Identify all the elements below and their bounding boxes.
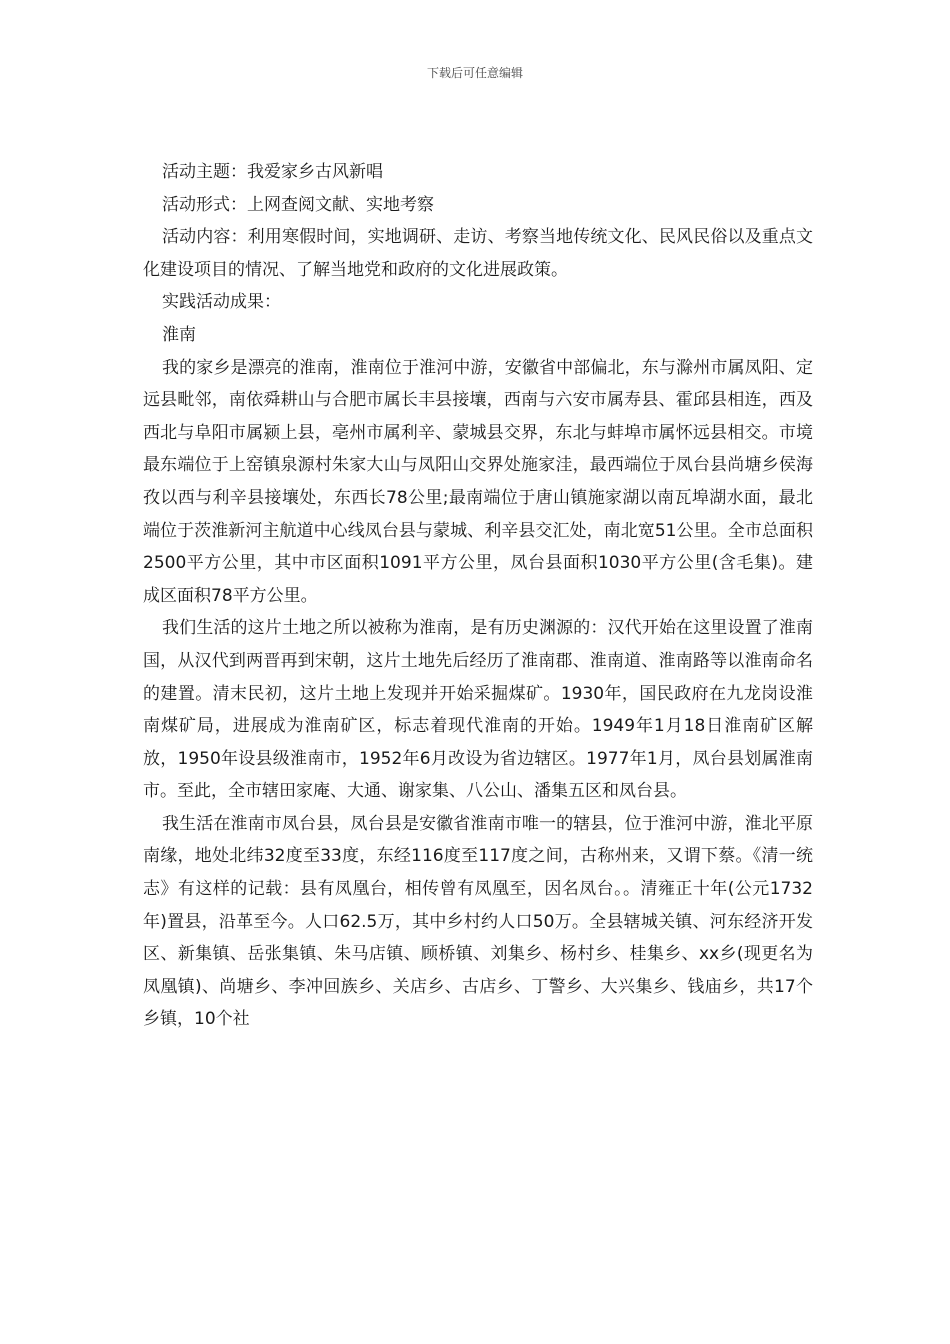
paragraph-activity-content: 活动内容：利用寒假时间，实地调研、走访、考察当地传统文化、民风民俗以及重点文化建设项目的情况、了解当地党和政府的文化进展政策。 — [143, 227, 813, 280]
paragraph-history: 我们生活的这片土地之所以被称为淮南，是有历史渊源的：汉代开始在这里设置了淮南国，从汉代到两晋再到宋朝，这片土地先后经历了淮南郡、淮南道、淮南路等以淮南命名的建置。清末民初，这片土地上发现并开始采掘煤矿。1930年，国民政府在九龙岗设淮南煤矿局，进展成为淮南矿区，标志着现代淮南的开始。1949年1月18日淮南矿区解放，1950年设县级淮南市，1952年6月改设为省边辖区。1977年1月，凤台县划属淮南市。至此，全市辖田家庵、大通、谢家集、八公山、潘集五区和凤台县。 — [143, 618, 813, 802]
paragraph-section-title: 淮南 — [162, 324, 196, 345]
paragraph-activity-theme: 活动主题：我爱家乡古风新唱 — [162, 162, 383, 182]
paragraph-geography: 我的家乡是漂亮的淮南，淮南位于淮河中游，安徽省中部偏北，东与滁州市属凤阳、定远县毗邻，南依舜耕山与合肥市属长丰县接壤，西南与六安市属寿县、霍邱县相连，西及西北与阜阳市属颍上县，亳州市属利辛、蒙城县交界，东北与蚌埠市属怀远县相交。市境最东端位于上窑镇泉源村朱家大山与凤阳山交界处施家洼，最西端位于凤台县尚塘乡侯海孜以西与利辛县接壤处，东西长78公里;最南端位于唐山镇施家湖以南瓦埠湖水面，最北端位于茨淮新河主航道中心线凤台县与蒙城、利辛县交汇处，南北宽51公里。全市总面积2500平方公里，其中市区面积1091平方公里，凤台县面积1030平方公里(含毛集)。建成区面积78平方公里。 — [143, 357, 813, 606]
paragraph-activity-form: 活动形式：上网查阅文献、实地考察 — [162, 194, 434, 215]
document-body — [143, 156, 813, 1036]
page-header: 下载后可任意编辑 — [426, 66, 523, 80]
paragraph-results-heading: 实践活动成果： — [162, 292, 281, 313]
paragraph-fengtai: 我生活在淮南市凤台县，凤台县是安徽省淮南市唯一的辖县，位于淮河中游，淮北平原南缘，地处北纬32度至33度，东经116度至117度之间，古称州来，又谓下蔡。《清一统志》有这样的记载：县有凤凰台，相传曾有凤凰至，因名凤台。。清雍正十年(公元1732年)置县，沿革至今。人口62.5万，其中乡村约人口50万。全县辖城关镇、河东经济开发区、新集镇、岳张集镇、朱马店镇、顾桥镇、刘集乡、杨村乡、桂集乡、xx乡(现更名为凤凰镇)、尚塘乡、李冲回族乡、关店乡、古店乡、丁警乡、大兴集乡、钱庙乡，共17个乡镇，10个社 — [143, 813, 813, 1030]
